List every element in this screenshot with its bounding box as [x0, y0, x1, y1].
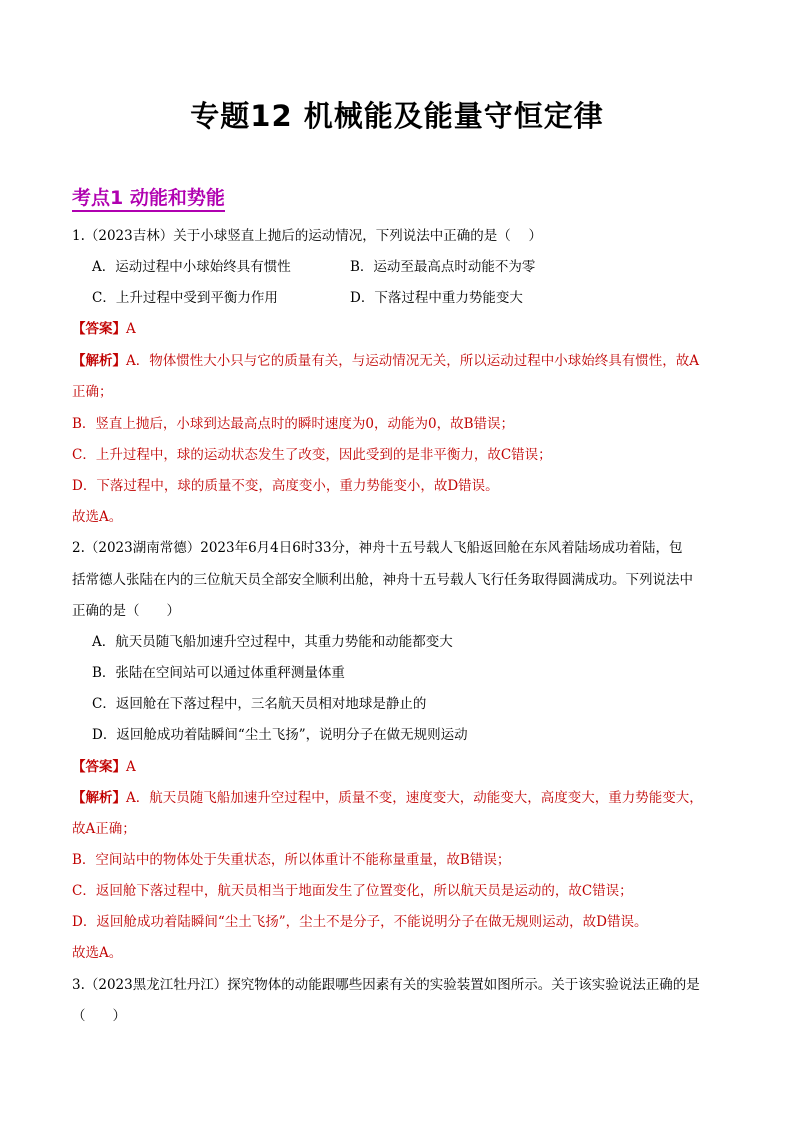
- question-2-option-b: B．张陆在空间站可以通过体重秤测量体重: [92, 665, 345, 681]
- question-1-option-b: B．运动至最高点时动能不为零: [350, 259, 536, 275]
- answer-value: A: [126, 321, 136, 337]
- question-1-analysis-line: B．竖直上抛后，小球到达最高点时的瞬时速度为0，动能为0，故B错误；: [72, 416, 515, 432]
- answer-tag: 【答案】: [72, 759, 126, 775]
- analysis-tag: 【解析】: [72, 353, 126, 369]
- question-1-option-a: A．运动过程中小球始终具有惯性: [92, 259, 291, 275]
- question-1-analysis-line: 【解析】A．物体惯性大小只与它的质量有关，与运动情况无关，所以运动过程中小球始终具有惯性，故A: [72, 353, 699, 369]
- question-2-option-c: C．返回舱在下落过程中，三名航天员相对地球是静止的: [92, 696, 427, 712]
- question-2-option-a: A．航天员随飞船加速升空过程中，其重力势能和动能都变大: [92, 634, 453, 650]
- question-2-analysis-line: 【解析】A．航天员随飞船加速升空过程中，质量不变，速度变大，动能变大，高度变大，重力势能变大，: [72, 790, 703, 806]
- question-2-option-d: D．返回舱成功着陆瞬间“尘土飞扬”，说明分子在做无规则运动: [92, 727, 468, 743]
- question-2-stem-line: 括常德人张陆在内的三位航天员全部安全顺利出舱，神舟十五号载人飞行任务取得圆满成功。下列说法中: [72, 572, 693, 588]
- question-2-analysis-line: 故A正确；: [72, 821, 136, 837]
- section-heading: 考点1 动能和势能: [72, 186, 225, 212]
- question-2-analysis-line: D．返回舱成功着陆瞬间“尘土飞扬”，尘土不是分子，不能说明分子在做无规则运动，故D错误。: [72, 914, 648, 930]
- question-1-option-c: C．上升过程中受到平衡力作用: [92, 290, 278, 306]
- question-1-analysis-line: C．上升过程中，球的运动状态发生了改变，因此受到的是非平衡力，故C错误；: [72, 447, 552, 463]
- question-1-answer: [72, 319, 136, 339]
- answer-value: A: [126, 759, 136, 775]
- question-2-stem-line: 正确的是（ ）: [72, 603, 180, 619]
- question-2-answer: [72, 757, 136, 777]
- answer-tag: 【答案】: [72, 321, 126, 337]
- question-2-analysis-line: B．空间站中的物体处于失重状态，所以体重计不能称量重量，故B错误；: [72, 852, 511, 868]
- question-1-option-d: D．下落过程中重力势能变大: [350, 290, 523, 306]
- question-3-stem-line: （ ）: [72, 1008, 126, 1024]
- question-2-conclusion: 故选A。: [72, 945, 123, 961]
- question-2-stem-line: 2.（2023湖南常德）2023年6月4日6时33分，神舟十五号载人飞船返回舱在东风着陆场成功着陆，包: [72, 540, 683, 556]
- question-3-stem-line: 3.（2023黑龙江牡丹江）探究物体的动能跟哪些因素有关的实验装置如图所示。关于该实验说法正确的是: [72, 977, 700, 993]
- question-1-analysis-line: D．下落过程中，球的质量不变，高度变小，重力势能变小，故D错误。: [72, 478, 499, 494]
- page-title: 专题12 机械能及能量守恒定律: [190, 99, 604, 133]
- question-2-analysis-line: C．返回舱下落过程中，航天员相当于地面发生了位置变化，所以航天员是运动的，故C错误；: [72, 883, 633, 899]
- analysis-tag: 【解析】: [72, 790, 126, 806]
- question-1-conclusion: 故选A。: [72, 509, 123, 525]
- question-1-stem: 1.（2023吉林）关于小球竖直上抛后的运动情况，下列说法中正确的是（ ）: [72, 228, 543, 244]
- question-1-analysis-line: 正确；: [72, 384, 113, 400]
